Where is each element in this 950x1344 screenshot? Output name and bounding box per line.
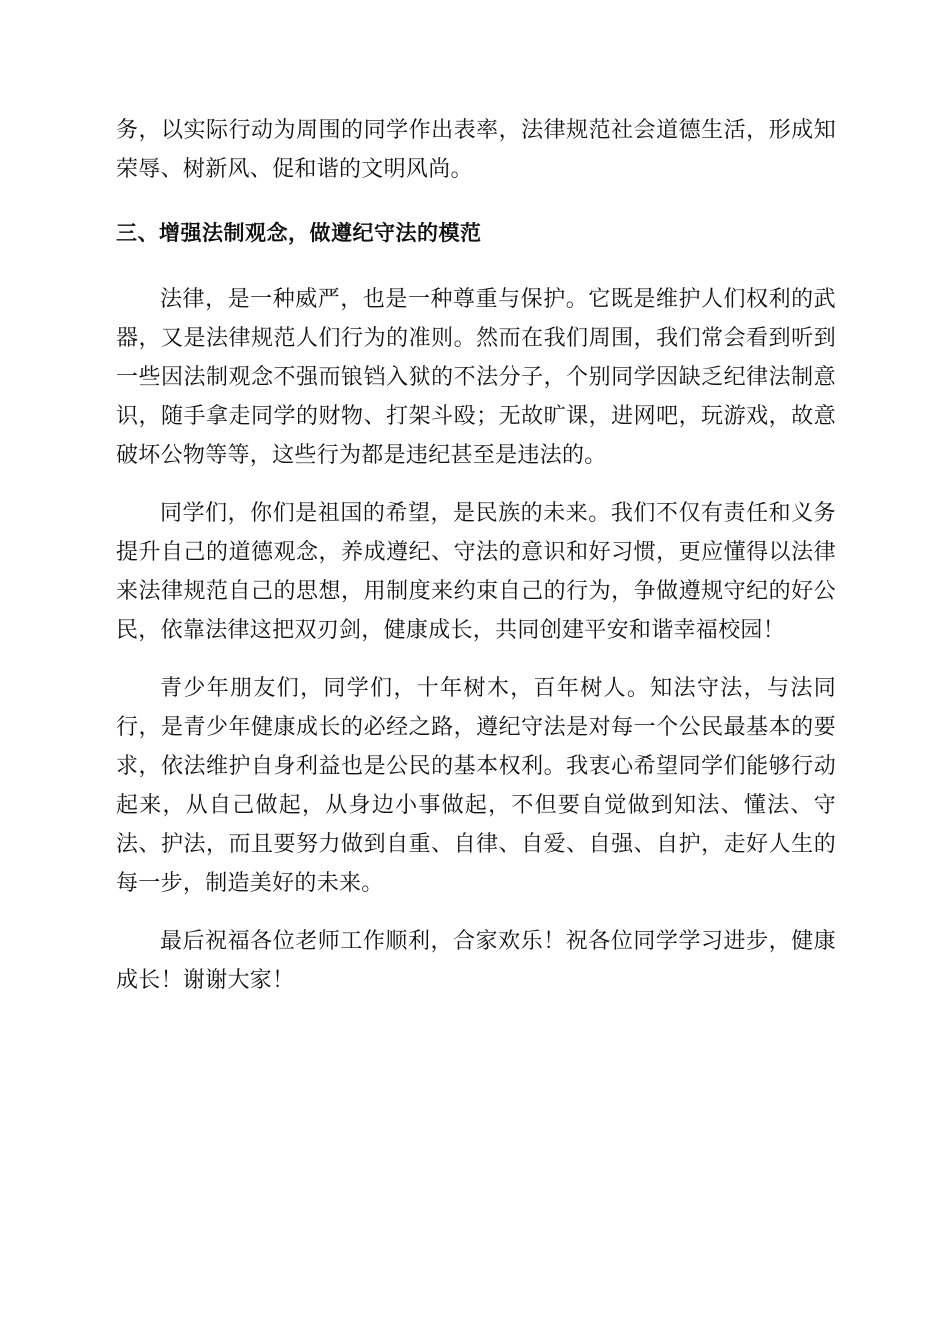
paragraph-youth: 青少年朋友们，同学们，十年树木，百年树人。知法守法，与法同行，是青少年健康成长的必经之路，遵纪守法是对每一个公民最基本的要求，依法维护自身利益也是公民的基本权利。我衷心希望同学们能够行动起来，从自己做起，从身边小事做起，不但要自觉做到知法、懂法、守法、护法，而且要努力做到自重、自律、自爱、自强、自护，走好人生的每一步，制造美好的未来。 <box>116 676 836 896</box>
paragraph-law: 法律，是一种威严，也是一种尊重与保护。它既是维护人们权利的武器，又是法律规范人们行为的准则。然而在我们周围，我们常会看到听到一些因法制观念不强而锒铛入狱的不法分子，个别同学因缺乏纪律法制意识，随手拿走同学的财物、打架斗殴；无故旷课，进网吧，玩游戏，故意破坏公物等等，这些行为都是违纪甚至是违法的。 <box>116 287 836 468</box>
paragraph-closing: 最后祝福各位老师工作顺利，合家欢乐！祝各位同学学习进步，健康成长！谢谢大家！ <box>116 929 836 993</box>
section-heading: 三、增强法制观念，做遵纪守法的模范 <box>116 221 482 245</box>
paragraph-students: 同学们，你们是祖国的希望，是民族的未来。我们不仅有责任和义务提升自己的道德观念，养成遵纪、守法的意识和好习惯，更应懂得以法律来法律规范自己的思想，用制度来约束自己的行为，争做遵规守纪的好公民，依靠法律这把双刃剑，健康成长，共同创建平安和谐幸福校园！ <box>116 501 836 643</box>
document-body <box>116 111 836 1000</box>
paragraph-continued: 务，以实际行动为周围的同学作出表率，法律规范社会道德生活，形成知荣辱、树新风、促和谐的文明风尚。 <box>116 118 836 182</box>
